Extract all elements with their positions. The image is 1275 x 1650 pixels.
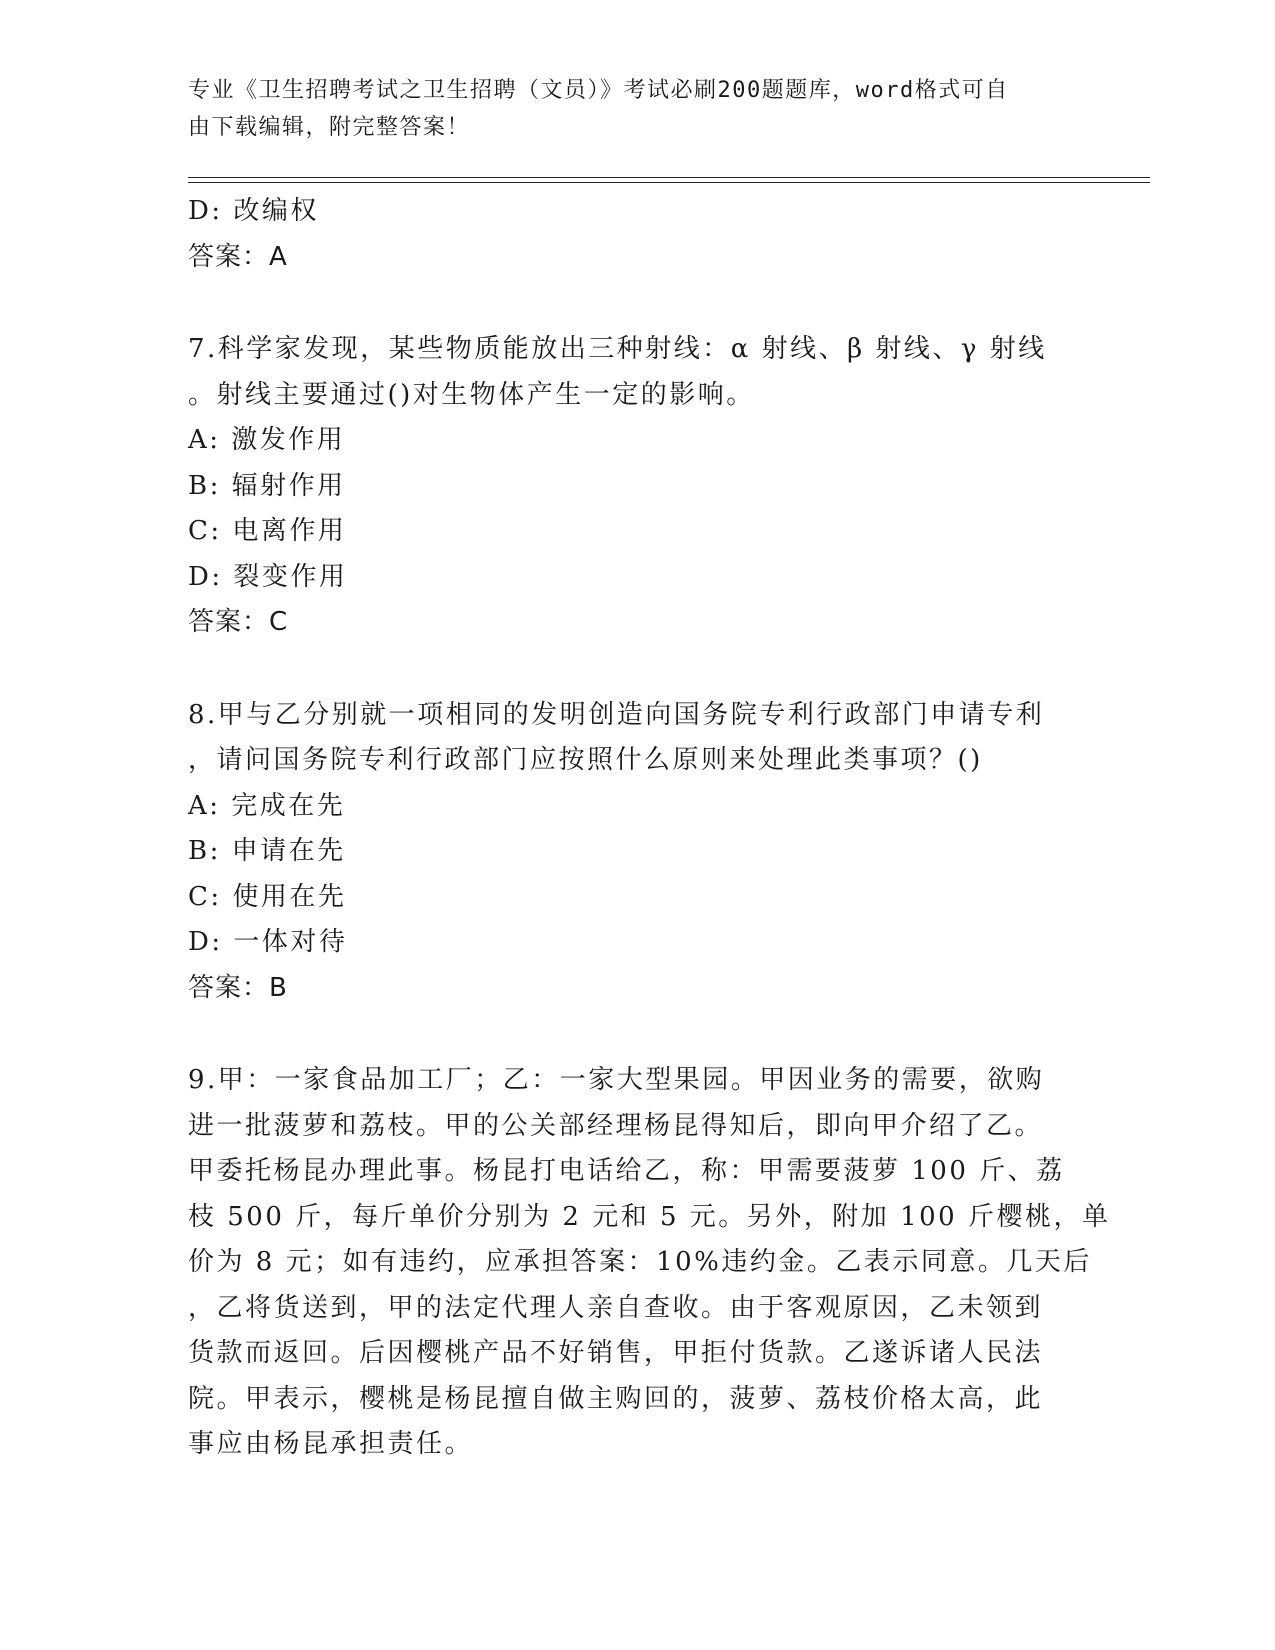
q8-option-d: D: 一体对待: [188, 927, 348, 957]
q8-answer: 答案：B: [188, 972, 288, 1003]
question-content: [188, 189, 1111, 1468]
q8-stem-line-2: ，请问国务院专利行政部门应按照什么原则来处理此类事项？(): [188, 745, 983, 775]
question-8: [188, 693, 1088, 1012]
q9-line-5: 价为 8 元；如有违约，应承担答案：10%违约金。乙表示同意。几天后: [188, 1247, 1092, 1277]
q8-stem-line-1: 8.甲与乙分别就一项相同的发明创造向国务院专利行政部门申请专利: [188, 699, 1045, 730]
q7-stem-line-1: 7.科学家发现，某些物质能放出三种射线：α 射线、β 射线、γ 射线: [188, 334, 1047, 364]
question-9: [188, 1058, 1111, 1468]
q7-option-a: A: 激发作用: [188, 425, 346, 455]
q6-answer: 答案：A: [188, 241, 288, 272]
header-rule-bottom: [188, 182, 1150, 183]
q7-answer: 答案：C: [188, 607, 289, 637]
header-line-1: 专业《卫生招聘考试之卫生招聘（文员）》考试必刷200题题库，word格式可自: [188, 78, 1009, 103]
q8-option-a: A: 完成在先: [188, 790, 346, 821]
q7-option-b: B: 辐射作用: [188, 470, 346, 501]
q9-line-8: 院。甲表示，樱桃是杨昆擅自做主购回的，菠萝、荔枝价格太高，此: [188, 1383, 1044, 1414]
q9-line-9: 事应由杨昆承担责任。: [188, 1429, 474, 1459]
document-header: [188, 72, 1088, 146]
q9-line-4: 枝 500 斤，每斤单价分别为 2 元和 5 元。另外，附加 100 斤樱桃，单: [188, 1201, 1111, 1232]
q9-line-7: 货款而返回。后因樱桃产品不好销售，甲拒付货款。乙遂诉诸人民法: [188, 1338, 1044, 1368]
q9-line-2: 进一批菠萝和荔枝。甲的公关部经理杨昆得知后，即向甲介绍了乙。: [188, 1110, 1044, 1141]
q6-option-d: D: 改编权: [188, 196, 319, 226]
question-6: [188, 189, 1088, 280]
q7-option-d: D: 裂变作用: [188, 561, 348, 592]
q9-line-1: 9.甲：一家食品加工厂；乙：一家大型果园。甲因业务的需要，欲购: [188, 1065, 1045, 1095]
q9-line-3: 甲委托杨昆办理此事。杨昆打电话给乙，称：甲需要菠萝 100 斤、荔: [188, 1156, 1065, 1186]
header-line-2: 由下载编辑，附完整答案！: [188, 115, 471, 140]
q8-option-c: C: 使用在先: [188, 881, 347, 912]
q7-option-c: C: 电离作用: [188, 516, 347, 546]
header-rule-top: [188, 177, 1150, 178]
q7-stem-line-2: 。射线主要通过()对生物体产生一定的影响。: [188, 379, 755, 410]
q8-option-b: B: 申请在先: [188, 836, 346, 866]
q9-line-6: ，乙将货送到，甲的法定代理人亲自查收。由于客观原因，乙未领到: [188, 1292, 1044, 1323]
question-7: [188, 327, 1088, 646]
